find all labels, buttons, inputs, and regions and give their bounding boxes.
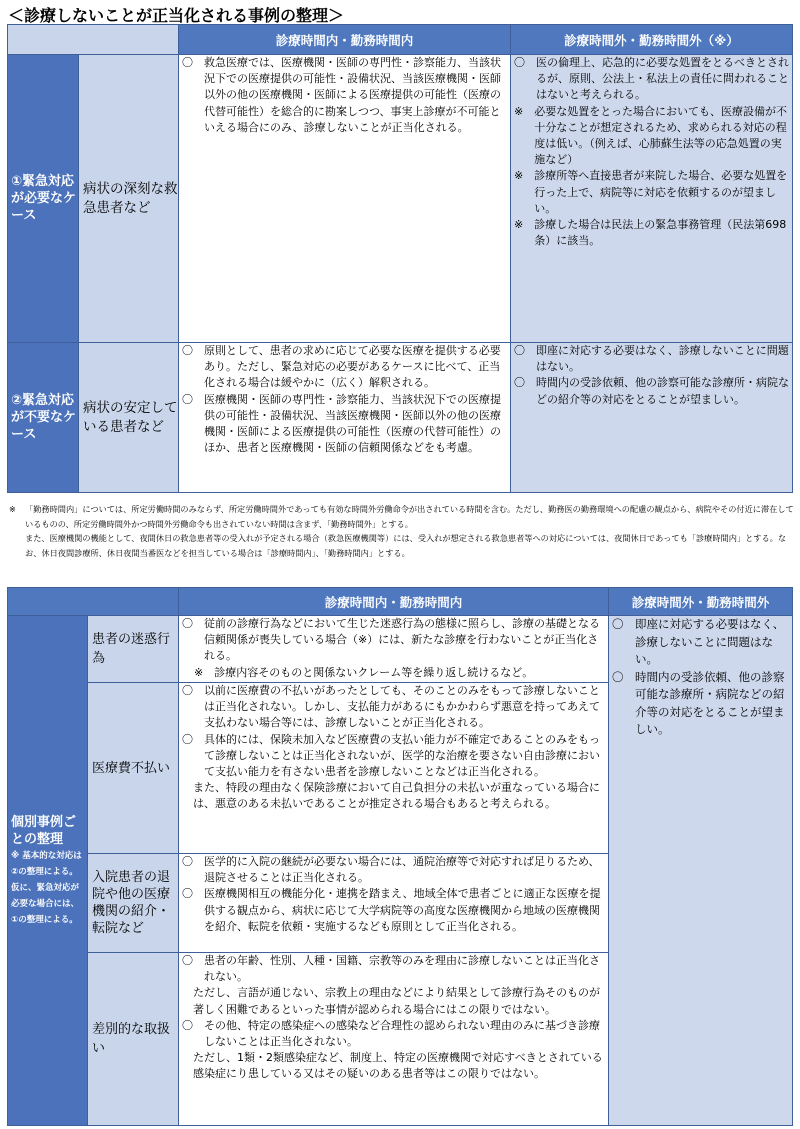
bullet-item bbox=[182, 683, 605, 732]
case-sub-nonpayment: 医療費不払い bbox=[88, 683, 179, 854]
bullet-text: 具体的には、保険未加入など医療費の支払い能力が不確定であることのみをもって診療しないことは正当化されないが、医学的な治療を要さない自由診療において支払い能力を有さない患者を診療しないことなどは正当化される。 bbox=[204, 732, 600, 779]
bullet-item bbox=[182, 732, 605, 781]
bullet-mark: 〇 bbox=[182, 855, 204, 868]
bullet-mark: 〇 bbox=[612, 617, 635, 631]
bullet-item bbox=[612, 616, 789, 669]
case-outside-cell bbox=[609, 616, 793, 1126]
case-table bbox=[7, 587, 793, 1126]
row-label-nonurgent: ②緊急対応が不要なケース bbox=[8, 343, 79, 493]
bullet-item bbox=[182, 1018, 605, 1050]
bullet-text: 診療所等へ直接患者が来院した場合、必要な処置を行った上で、病院等に対応を依頼するのが望ましい。 bbox=[534, 169, 788, 215]
case-sub-nuisance: 患者の迷惑行為 bbox=[88, 616, 179, 683]
case-label-title: 個別事例ごとの整理 bbox=[11, 814, 77, 847]
bullet-item bbox=[182, 1050, 605, 1082]
bullet-mark bbox=[182, 1050, 193, 1082]
footnote-line bbox=[9, 531, 794, 560]
footnote-mark bbox=[9, 531, 25, 560]
header-inside-hours: 診療時間内・勤務時間内 bbox=[179, 25, 511, 55]
bullet-item bbox=[514, 217, 789, 249]
bullet-text: 原則として、患者の求めに応じて必要な医療を提供する必要あり。ただし、緊急対応の必要があるケースに比べて、正当化される場合は緩やかに（広く）解釈される。 bbox=[204, 344, 501, 390]
bullet-mark: 〇 bbox=[182, 684, 204, 697]
nonurgent-inside-cell bbox=[179, 343, 511, 493]
bullet-text: 即座に対応する必要はなく、診療しないことに問題はない。 bbox=[536, 344, 789, 374]
footnote-mark: ※ bbox=[9, 504, 16, 514]
bullet-text: 必要な処置をとった場合においても、医療設備が不十分なことが想定されるため、求められる対応の程度は低い。（例えば、心肺蘇生法等の応急処置の実施など） bbox=[534, 104, 787, 167]
bullet-item bbox=[182, 616, 605, 665]
bullet-text: ただし、言語が通じない、宗教上の理由などにより結果として診療行為そのものが著しく困難であるといった事情が認められる場合にはこの限りではない。 bbox=[193, 986, 600, 1016]
bullet-text: 従前の診療行為などにおいて生じた迷惑行為の態様に照らし、診療の基礎となる信頼関係が喪失している場合（※）には、新たな診療を行わないことが正当化される。 bbox=[204, 617, 600, 663]
bullet-item bbox=[514, 168, 789, 217]
case-sub-discharge: 入院患者の退院や他の医療機関の紹介・転院など bbox=[88, 854, 179, 953]
bullet-mark: 〇 bbox=[182, 954, 204, 967]
case-discharge-cell bbox=[179, 854, 609, 953]
bullet-item bbox=[182, 343, 507, 392]
page-title: ＜診療しないことが正当化される事例の整理＞ bbox=[8, 6, 345, 25]
case-sub-discrimination: 差別的な取扱い bbox=[88, 953, 179, 1126]
bullet-item bbox=[612, 669, 789, 739]
bullet-text: 医療機関相互の機能分化・連携を踏まえ、地域全体で患者ごとに適正な医療を提供する観点から、病状に応じて大学病院等の高度な医療機関から地域の医療機関を紹介、転院を依頼・実施するなども原則として正当化される。 bbox=[204, 887, 601, 933]
bullet-mark: 〇 bbox=[514, 56, 536, 69]
bullet-text: 即座に対応する必要はなく、診療しないことに問題はない。 bbox=[635, 617, 785, 666]
footnote bbox=[9, 502, 794, 560]
bullet-item bbox=[514, 55, 789, 104]
case-label-note: ※ 基本的な対応は②の整理による。仮に、緊急対応が必要な場合には、①の整理による。 bbox=[11, 850, 82, 925]
bullet-item bbox=[182, 953, 605, 985]
bullet-mark: 〇 bbox=[182, 1018, 204, 1032]
bullet-item bbox=[182, 780, 605, 812]
bullet-text: 以前に医療費の不払いがあったとしても、そのことのみをもって診療しないことは正当化されない。しかし、支払能力があるにもかかわらず悪意を持ってあえて支払わない場合等には、診療しないことが正当化される。 bbox=[204, 684, 600, 730]
header-blank bbox=[8, 25, 179, 55]
bullet-text: 診療内容そのものと関係ないクレーム等を繰り返し続けるなど。 bbox=[214, 665, 534, 679]
header2-inside-hours: 診療時間内・勤務時間内 bbox=[179, 588, 609, 616]
case-nuisance-cell bbox=[179, 616, 609, 683]
nonurgent-outside-cell bbox=[511, 343, 793, 493]
header2-outside-hours: 診療時間外・勤務時間外 bbox=[609, 588, 793, 616]
footnote-text: また、医療機関の機能として、夜間休日の救急患者等の受入れが予定される場合（救急医療機関等）には、受入れが想定される救急患者等への対応については、夜間休日であっても「診療時間内」とする。なお、休日夜間診療所、休日夜間当番医などを担当している場合は「診療時間内」、「勤務時間内」とする。 bbox=[25, 533, 787, 558]
bullet-text: 医療機関・医師の専門性・診察能力、当該状況下での医療提供の可能性・設備状況、当該医療機関・医師以外の他の医療機関・医師による医療提供の可能性（医療の代替可能性）のほか、患者と医療機関・医師の信頼関係などをも考慮。 bbox=[204, 392, 501, 455]
urgent-inside-cell bbox=[179, 55, 511, 343]
bullet-mark: 〇 bbox=[182, 392, 204, 406]
case-label bbox=[8, 616, 88, 1126]
bullet-text: 救急医療では、医療機関・医師の専門性・診察能力、当該状況下での医療提供の可能性・設備状況、当該医療機関・医師以外の他の医療機関・医師による医療提供の可能性（医療の代替可能性）を総合的に勘案しつつ、事実上診療が不可能といえる場合にのみ、診療しないことが正当化される。 bbox=[204, 56, 501, 134]
bullet-mark: 〇 bbox=[182, 617, 204, 630]
bullet-text: 患者の年齢、性別、人種・国籍、宗教等のみを理由に診療しないことは正当化されない。 bbox=[204, 954, 600, 984]
row-sub-urgent: 病状の深刻な救急患者など bbox=[79, 55, 179, 343]
bullet-text: 医の倫理上、応急的に必要な処置をとるべきとされるが、原則、公法上・私法上の責任に問われることはないと考えられる。 bbox=[536, 56, 789, 102]
bullet-text: また、特段の理由なく保険診療において自己負担分の未払いが重なっている場合には、悪意のある未払いであることが推定される場合もあると考えられる。 bbox=[193, 781, 600, 811]
urgency-table bbox=[7, 24, 793, 493]
bullet-text: 医学的に入院の継続が必要ない場合には、通院治療等で対応すれば足りるため、退院させることは正当化される。 bbox=[204, 855, 600, 885]
bullet-mark: 〇 bbox=[182, 56, 204, 69]
footnote-text: 「勤務時間内」については、所定労働時間のみならず、所定労働時間外であっても有効な時間外労働命令が出されている時間を含む。ただし、勤務医の勤務環境への配慮の観点から、病院やその付近に滞在しているものの、所定労働時間外かつ時間外労働命令も出されていない時間は含まず、「勤務時間外」とする。 bbox=[25, 504, 794, 529]
urgent-outside-cell bbox=[511, 55, 793, 343]
footnote-line bbox=[9, 502, 794, 531]
bullet-text: ただし、1類・2類感染症など、制度上、特定の医療機関で対応すべきとされている感染症にり患している又はその疑いのある患者等はこの限りではない。 bbox=[193, 1051, 603, 1081]
bullet-mark: ※ bbox=[194, 665, 215, 679]
bullet-mark: 〇 bbox=[182, 344, 204, 357]
case-discrimination-cell bbox=[179, 953, 609, 1126]
bullet-mark bbox=[182, 780, 193, 812]
bullet-item bbox=[182, 854, 605, 886]
bullet-mark: 〇 bbox=[182, 732, 204, 746]
bullet-text: 診療した場合は民法上の緊急事務管理（民法第698条）に該当。 bbox=[534, 218, 787, 248]
bullet-item bbox=[182, 665, 605, 681]
bullet-mark: ※ bbox=[514, 104, 535, 118]
bullet-text: その他、特定の感染症への感染など合理性の認められない理由のみに基づき診療しないことは正当化されない。 bbox=[204, 1018, 600, 1049]
bullet-item bbox=[514, 104, 789, 169]
bullet-mark: 〇 bbox=[514, 344, 536, 357]
row-label-urgent: ①緊急対応が必要なケース bbox=[8, 55, 79, 343]
bullet-mark: 〇 bbox=[514, 376, 536, 390]
bullet-item bbox=[514, 375, 789, 407]
bullet-mark bbox=[182, 985, 193, 1017]
row-sub-nonurgent: 病状の安定している患者など bbox=[79, 343, 179, 493]
bullet-item bbox=[182, 55, 507, 136]
bullet-item bbox=[182, 985, 605, 1017]
case-nonpayment-cell bbox=[179, 683, 609, 854]
bullet-text: 時間内の受診依頼、他の診察可能な診療所・病院などの紹介等の対応をとることが望ましい。 bbox=[536, 376, 789, 406]
bullet-mark: ※ bbox=[514, 169, 535, 183]
header2-blank bbox=[8, 588, 179, 616]
bullet-item bbox=[182, 392, 507, 457]
bullet-item bbox=[514, 343, 789, 375]
bullet-mark: 〇 bbox=[612, 669, 635, 684]
bullet-text: 時間内の受診依頼、他の診察可能な診療所・病院などの紹介等の対応をとることが望ましい。 bbox=[635, 669, 785, 736]
bullet-mark: ※ bbox=[514, 218, 535, 232]
bullet-mark: 〇 bbox=[182, 887, 204, 901]
bullet-item bbox=[182, 886, 605, 935]
header-outside-hours: 診療時間外・勤務時間外（※） bbox=[511, 25, 793, 55]
